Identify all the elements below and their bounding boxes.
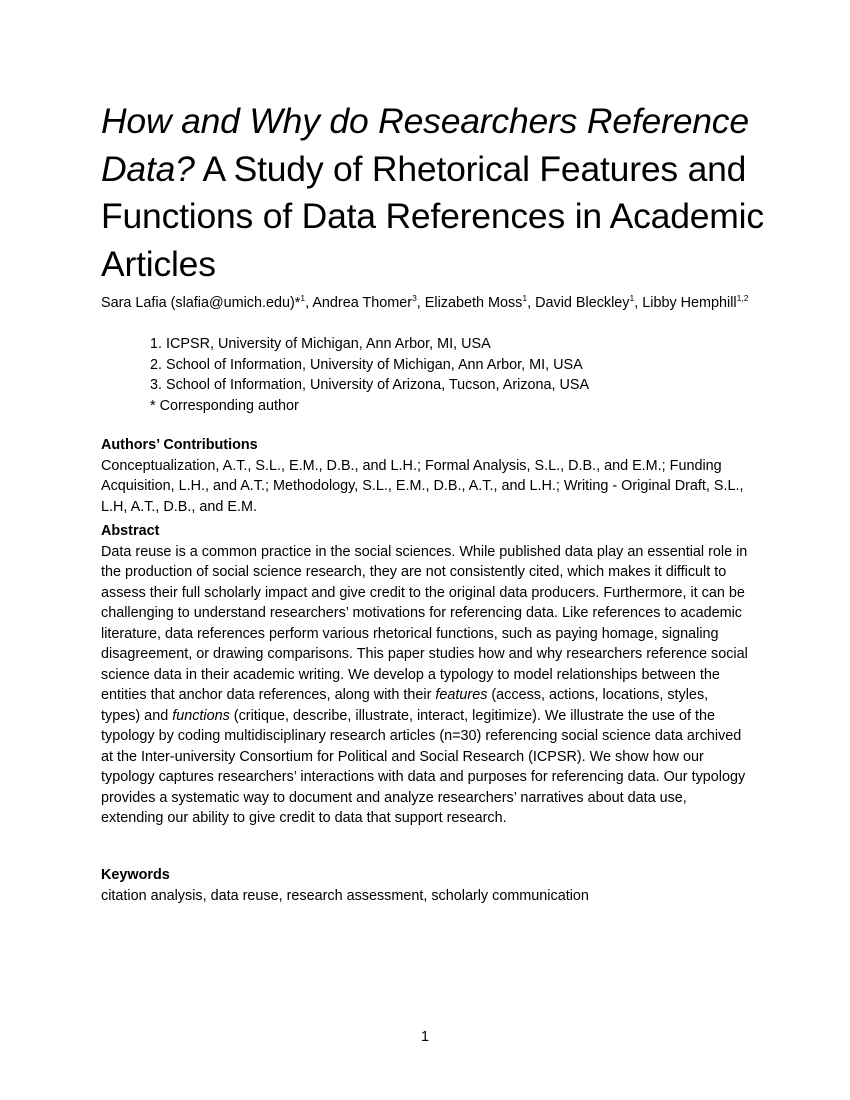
corresponding-author-note: * Corresponding author [150, 397, 299, 414]
functions-term: functions [172, 707, 230, 724]
affiliation-item: 1. ICPSR, University of Michigan, Ann Arbor, MI, USA [150, 336, 491, 352]
abstract-heading: Abstract [101, 523, 160, 539]
title-regular-part: A Study of Rhetorical Features and Functions of Data References in Academic Articles [101, 148, 764, 284]
author-list [101, 293, 751, 314]
page-number: 1 [420, 1029, 429, 1045]
author: Sara Lafia (slafia@umich.edu)*$^1$, [101, 293, 313, 311]
abstract-text: Data reuse is a common practice in the social sciences. While published data play an essential role in the production of social science research, they are not consistently cited, which makes it difficult to assess their full scholarly impact and give credit to the original data producers. Furthermore, it can be challenging to understand researchers’ motivations for referencing data. Like references to academic literature, data references perform various rhetorical functions, such as paying homage, signaling disagreement, or drawing comparisons. This paper studies how and why researchers reference social science data in their academic writing. We develop a typology to model relationships between the entities that anchor data references, along with their features (access, actions, locations, styles, types) and functions (critique, describe, illustrate, interact, legitimize). We illustrate the use of the typology by coding multidisciplinary research articles (n=30) referencing social science data archived at the Inter-university Consortium for Political and Social Research (ICPSR). We show how our typology captures researchers’ interactions with data and purposes for referencing data. Our typology provides a systematic way to document and analyze researchers’ narratives about data use, extending our ability to give credit to data that support research. [101, 543, 748, 826]
keywords-heading: Keywords [101, 867, 170, 883]
author: David Bleckley$^1$, [535, 293, 643, 311]
paper-title [101, 98, 801, 288]
title-italic-part: How and Why do Researchers Reference Data? [101, 101, 749, 189]
contributions-section [101, 435, 751, 517]
keywords-text: citation analysis, data reuse, research assessment, scholarly communication [101, 887, 589, 904]
abstract-section [101, 521, 751, 829]
author: Libby Hemphill$^{1,2}$ [642, 293, 749, 311]
affiliation-item: 2. School of Information, University of Michigan, Ann Arbor, MI, USA [150, 356, 583, 373]
features-term: features [435, 687, 488, 703]
author: Elizabeth Moss$^1$, [424, 293, 536, 311]
contributions-text: Conceptualization, A.T., S.L., E.M., D.B., and L.H.; Formal Analysis, S.L., D.B., and E.M.; Funding Acquisition, L.H., and A.T.; Methodology, S.L., E.M., D.B., A.T., and L.H.; Writing - Original Draft, S.L., L.H, A.T., D.B., and E.M. [101, 457, 744, 515]
affiliation-item: 3. School of Information, University of Arizona, Tucson, Arizona, USA [150, 377, 590, 393]
author: Andrea Thomer$^3$, [312, 293, 425, 311]
affiliation-list [150, 334, 750, 416]
keywords-section [101, 865, 751, 906]
contributions-heading: Authors’ Contributions [101, 437, 258, 453]
